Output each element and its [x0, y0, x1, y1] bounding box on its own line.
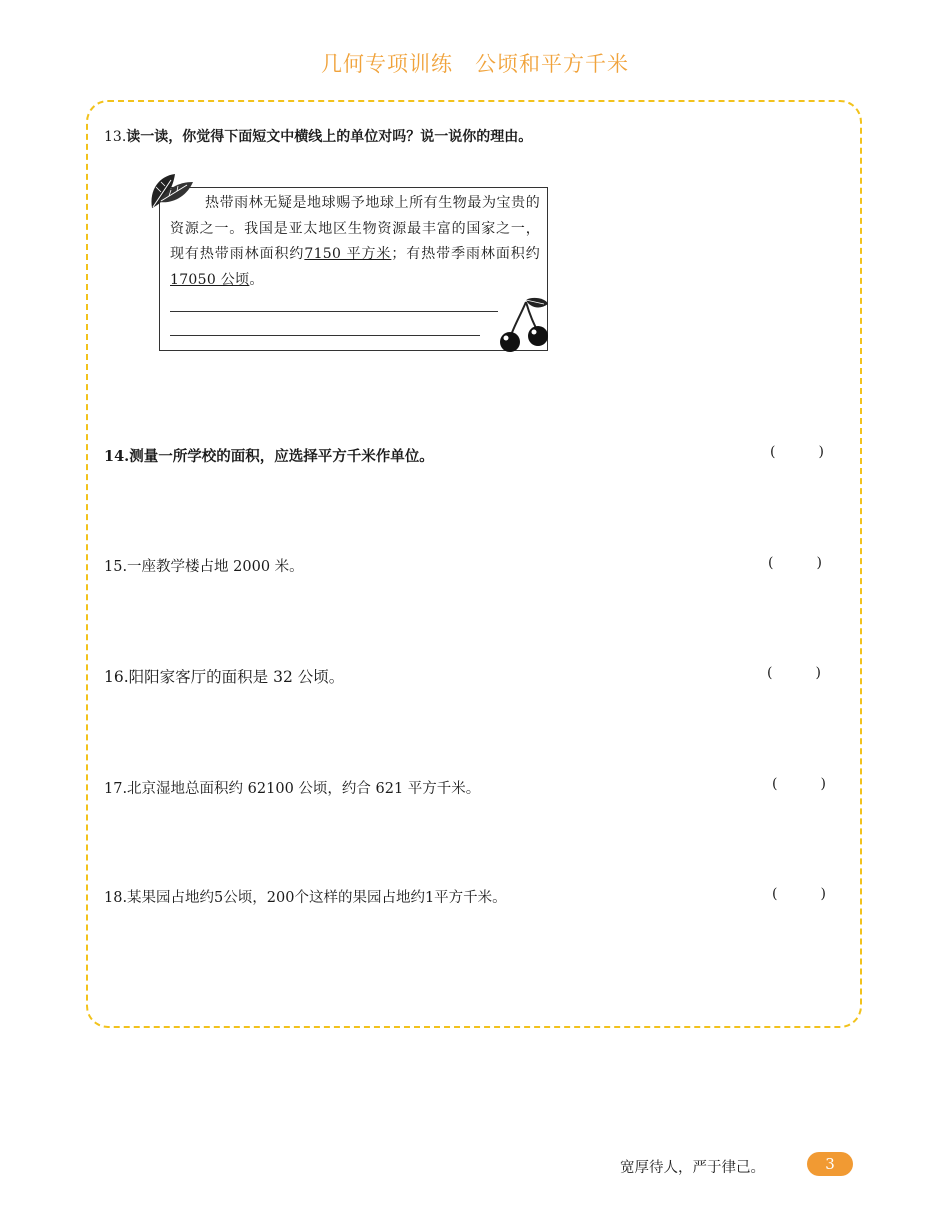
page-title: 几何专项训练 公顷和平方千米 [321, 52, 629, 76]
passage-part-3: 。 [249, 271, 264, 288]
answer-bracket-15[interactable] [768, 555, 822, 571]
question-13-prompt: 读一读，你觉得下面短文中横线上的单位对吗？说一说你的理由。 [126, 129, 533, 145]
bracket-open: ( [767, 665, 773, 681]
question-17: 17.北京湿地总面积约 62100 公顷，约合 621 平方千米。 [104, 781, 481, 797]
answer-bracket-14[interactable] [770, 444, 824, 460]
bracket-close: ) [818, 444, 824, 460]
footer-motto: 宽厚待人，严于律己。 [620, 1160, 765, 1176]
bracket-open: ( [768, 555, 774, 571]
bracket-open: ( [770, 444, 776, 460]
underlined-unit-1: 7150 平方米 [304, 246, 392, 262]
leaf-icon [149, 172, 195, 212]
bracket-close: ) [820, 776, 826, 792]
page-number-badge: 3 [807, 1152, 853, 1176]
question-16: 16.阳阳家客厅的面积是 32 公顷。 [104, 668, 345, 686]
reading-passage-box [159, 187, 548, 351]
underlined-unit-2: 17050 公顷 [170, 271, 250, 288]
answer-line-1[interactable] [170, 311, 498, 312]
bracket-close: ) [816, 555, 822, 571]
bracket-close: ) [820, 886, 826, 902]
question-14: 14.测量一所学校的面积，应选择平方千米作单位。 [104, 448, 434, 465]
answer-bracket-18[interactable] [772, 886, 826, 902]
passage-part-1: 热带雨林无疑是地球赐予地球上所有生物最为宝贵的资源之一。我国是亚太地区生物资源最丰富的国家之一，现有热带雨林面积约 [170, 195, 540, 262]
question-13 [104, 126, 532, 146]
answer-bracket-17[interactable] [772, 776, 826, 792]
answer-line-2[interactable] [170, 335, 480, 336]
answer-bracket-16[interactable] [767, 665, 821, 681]
passage-part-2: ；有热带季雨林面积约 [391, 246, 541, 262]
question-13-number: 13. [104, 129, 127, 145]
passage-text [170, 191, 540, 293]
cherry-icon [496, 296, 552, 354]
bracket-open: ( [772, 776, 778, 792]
question-15: 15.一座教学楼占地 2000 米。 [104, 559, 304, 575]
bracket-close: ) [815, 665, 821, 681]
question-18: 18.某果园占地约5公顷，200个这样的果园占地约1平方千米。 [104, 890, 507, 906]
bracket-open: ( [772, 886, 778, 902]
